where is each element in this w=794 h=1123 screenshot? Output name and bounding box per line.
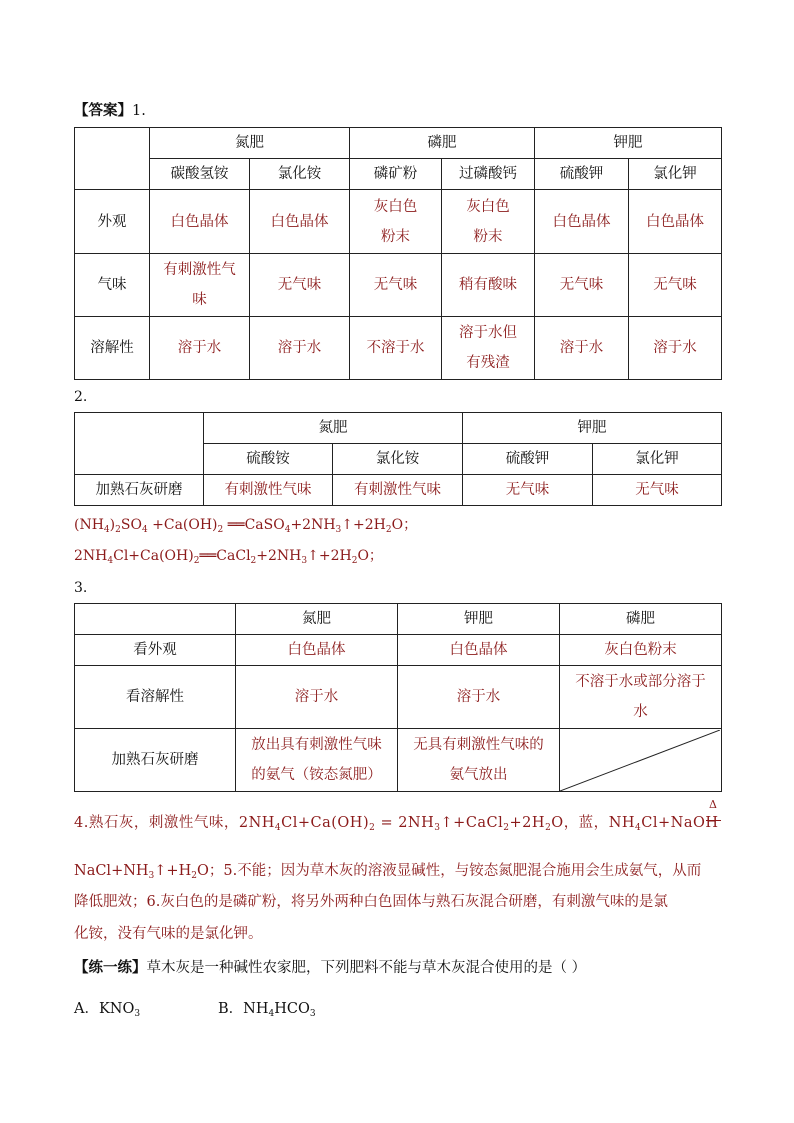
practice-text: 草木灰是一种碱性农家肥，下列肥料不能与草木灰混合使用的是（ ） (146, 960, 587, 976)
table2-sub-header: 硫酸铵 (204, 444, 333, 475)
row-label: 气味 (75, 254, 150, 317)
table1-sub-header: 过磷酸钙 (442, 159, 535, 190)
table-row (75, 729, 722, 792)
table1-sub-header: 氯化钾 (629, 159, 722, 190)
grinding-test-table (74, 412, 722, 506)
row-label: 看外观 (75, 635, 236, 666)
table-row (75, 317, 722, 380)
table-cell: 白色晶体 (552, 213, 611, 230)
row-label: 加熟石灰研磨 (75, 475, 204, 506)
delta-symbol: Δ (709, 798, 717, 811)
table2-corner (75, 413, 204, 475)
row-label: 外观 (75, 190, 150, 254)
equation-ammonium-sulfate: $(NH_4)_2SO_4 +Ca(OH)_2$ $══CaSO_4+2NH_3↑+2H_2O$； (74, 517, 418, 535)
practice-label: 【练一练】 (74, 959, 147, 976)
table1-sub-header: 氯化铵 (250, 159, 350, 190)
table-cell: 无气味 (559, 277, 604, 293)
row-label: 看溶解性 (75, 666, 236, 729)
table-cell: 溶于水 (456, 689, 501, 705)
table2-group-potassium: 钾肥 (463, 413, 722, 444)
option-b[interactable]: B．$NH_4HCO_3$ (218, 1001, 316, 1019)
table-cell: 溶于水 (653, 340, 697, 356)
table-cell: 白色晶体 (170, 213, 229, 230)
q4-line3: 降低肥效；6.灰白色的是磷矿粉，将另外两种白色固体与熟石灰混合研磨，有刺激气味的是氯 (74, 894, 668, 910)
diagonal-slash-line (560, 730, 720, 791)
equation-ammonium-chloride: $2NH_4Cl+Ca(OH)_2══CaCl_2+2NH_3↑+2H_2O$； (74, 548, 383, 566)
table-cell: 粉末 (381, 228, 410, 245)
table1-sub-header: 硫酸钾 (535, 159, 629, 190)
identification-table (74, 603, 722, 792)
q4-line4: 化铵，没有气味的是氯化钾。 (74, 926, 263, 942)
q2-number: 2. (74, 389, 88, 405)
table-cell: 有刺激性气 (163, 262, 236, 278)
table1-group-phosphorus: 磷肥 (350, 128, 535, 159)
table-cell: 无气味 (463, 475, 593, 506)
reaction-arrow-line (706, 820, 721, 821)
table-cell: 白色晶体 (646, 213, 704, 230)
table3-header: 钾肥 (398, 604, 560, 635)
q4-line2: $NaCl+NH_3↑+H_2O$；5.不能；因为草木灰的溶液显碱性，与铵态氮肥混合施用会生成氨气，从而 (74, 863, 702, 881)
q4-line1: 4.熟石灰，刺激性气味，$2NH_4Cl+Ca(OH)_2$ = $2NH_3↑+CaCl_2+2H_2O$，蓝，$NH_4Cl+NaOH$ (74, 815, 719, 833)
table-row (75, 190, 722, 254)
table2-sub-header: 氯化钾 (593, 444, 722, 475)
table-cell: 溶于水 (559, 340, 604, 356)
table1-sub-header: 碳酸氢铵 (150, 159, 250, 190)
table-cell: 有刺激性气味 (204, 475, 333, 506)
table-cell: 放出具有刺激性气味 (251, 737, 382, 753)
table1-corner (75, 128, 150, 190)
table-cell: 不溶于水或部分溶于 (575, 674, 706, 690)
table-cell: 无气味 (373, 277, 418, 293)
table-cell: 溶于水 (277, 340, 322, 356)
diagonal-empty-cell (560, 729, 722, 792)
table-cell: 味 (192, 292, 207, 308)
row-label: 加熟石灰研磨 (75, 729, 236, 792)
table-cell: 有残渣 (466, 355, 510, 371)
table3-corner (75, 604, 236, 635)
table-row (75, 666, 722, 729)
table-cell: 灰白色粉末 (604, 642, 677, 658)
table-cell: 的氨气（铵态氮肥） (251, 767, 382, 783)
table-cell: 水 (633, 704, 648, 720)
table-cell: 粉末 (473, 228, 503, 245)
table-cell: 溶于水 (294, 689, 339, 705)
table-cell: 氨气放出 (449, 767, 508, 783)
table2-sub-header: 氯化铵 (333, 444, 463, 475)
table2-sub-header: 硫酸钾 (463, 444, 593, 475)
table-cell: 白色晶体 (287, 642, 346, 658)
table-cell: 无气味 (277, 277, 322, 293)
table-cell: 溶于水 (177, 340, 222, 356)
row-label: 溶解性 (75, 317, 150, 380)
table3-header: 氮肥 (236, 604, 398, 635)
table-cell: 有刺激性气味 (333, 475, 463, 506)
table-row (75, 254, 722, 317)
table-cell: 白色晶体 (270, 213, 329, 230)
q3-number: 3. (74, 580, 88, 596)
table-row (75, 475, 722, 506)
table1-group-nitrogen: 氮肥 (150, 128, 350, 159)
table2-group-nitrogen: 氮肥 (204, 413, 463, 444)
table-cell: 稍有酸味 (459, 277, 517, 293)
table-cell: 无具有刺激性气味的 (413, 737, 544, 753)
table3-header: 磷肥 (560, 604, 722, 635)
table-cell: 不溶于水 (366, 340, 425, 356)
practice-question (74, 954, 586, 982)
q1-number: 1. (132, 103, 146, 119)
table-row (75, 635, 722, 666)
table-cell: 无气味 (653, 277, 697, 293)
table-cell: 白色晶体 (449, 642, 508, 658)
table-cell: 灰白色 (466, 198, 510, 215)
answer-heading (74, 100, 146, 122)
table1-group-potassium: 钾肥 (535, 128, 722, 159)
answer-label: 【答案】 (74, 102, 132, 119)
option-a[interactable]: A．$KNO_3$ (74, 1001, 141, 1019)
table-cell: 无气味 (593, 475, 722, 506)
fertilizer-property-table (74, 127, 722, 380)
table-cell: 溶于水但 (459, 325, 517, 341)
table-cell: 灰白色 (373, 198, 418, 215)
table1-sub-header: 磷矿粉 (350, 159, 442, 190)
